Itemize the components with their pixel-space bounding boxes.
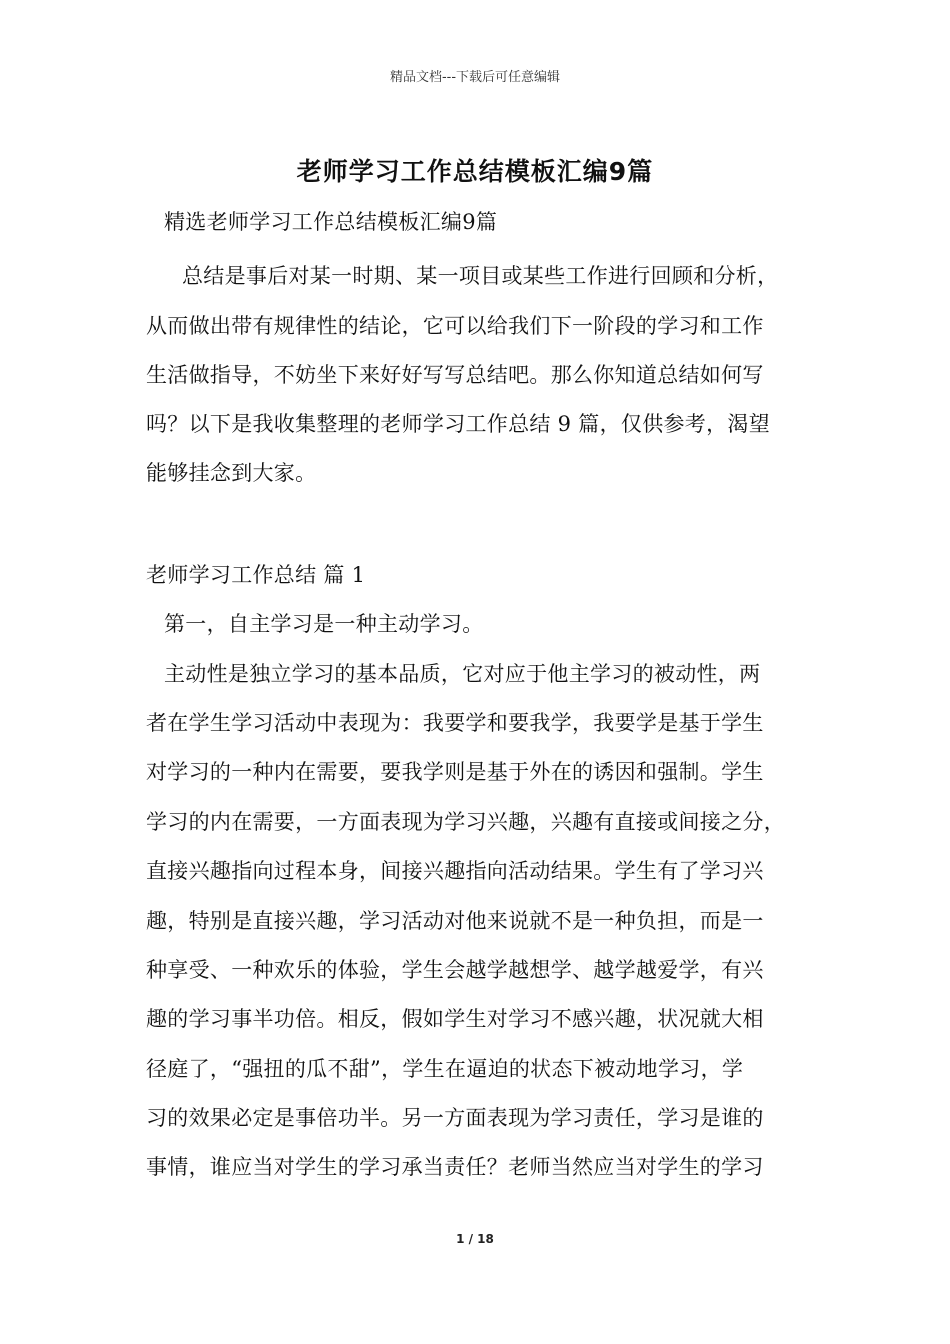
page-number: 1 / 18 xyxy=(456,1232,494,1246)
section-heading: 老师学习工作总结 篇 1 xyxy=(146,563,366,587)
body-line: 对学习的一种内在需要，要我学则是基于外在的诱因和强制。学生 xyxy=(146,760,764,784)
intro-line: 能够挂念到大家。 xyxy=(146,461,317,485)
intro-line: 总结是事后对某一时期、某一项目或某些工作进行回顾和分析， xyxy=(182,264,779,288)
point-heading: 第一，自主学习是一种主动学习。 xyxy=(164,612,484,636)
body-line: 趣的学习事半功倍。相反，假如学生对学习不感兴趣，状况就大相 xyxy=(146,1007,764,1031)
header-note: 精品文档---下载后可任意编辑 xyxy=(389,70,561,85)
intro-line: 从而做出带有规律性的结论，它可以给我们下一阶段的学习和工作 xyxy=(146,314,764,338)
intro-line: 吗？以下是我收集整理的老师学习工作总结 9 篇，仅供参考，渴望 xyxy=(146,412,771,436)
body-line: 习的效果必定是事倍功半。另一方面表现为学习责任，学习是谁的 xyxy=(146,1106,764,1130)
document-title: 老师学习工作总结模板汇编9篇 xyxy=(296,157,654,186)
body-line: 事情，谁应当对学生的学习承当责任？老师当然应当对学生的学习 xyxy=(146,1155,764,1179)
body-line: 主动性是独立学习的基本品质，它对应于他主学习的被动性，两 xyxy=(164,662,761,686)
body-line: 者在学生学习活动中表现为：我要学和要我学，我要学是基于学生 xyxy=(146,711,764,735)
body-line: 趣，特别是直接兴趣，学习活动对他来说就不是一种负担，而是一 xyxy=(146,909,764,933)
intro-line: 生活做指导，不妨坐下来好好写写总结吧。那么你知道总结如何写 xyxy=(146,363,764,387)
body-line: 种享受、一种欢乐的体验，学生会越学越想学、越学越爱学，有兴 xyxy=(146,958,764,982)
body-line: 学习的内在需要，一方面表现为学习兴趣，兴趣有直接或间接之分， xyxy=(146,810,785,834)
body-line: 径庭了，“强扭的瓜不甜”，学生在逼迫的状态下被动地学习，学 xyxy=(146,1057,744,1081)
body-line: 直接兴趣指向过程本身，间接兴趣指向活动结果。学生有了学习兴 xyxy=(146,859,764,883)
document-subtitle: 精选老师学习工作总结模板汇编9篇 xyxy=(164,210,498,234)
